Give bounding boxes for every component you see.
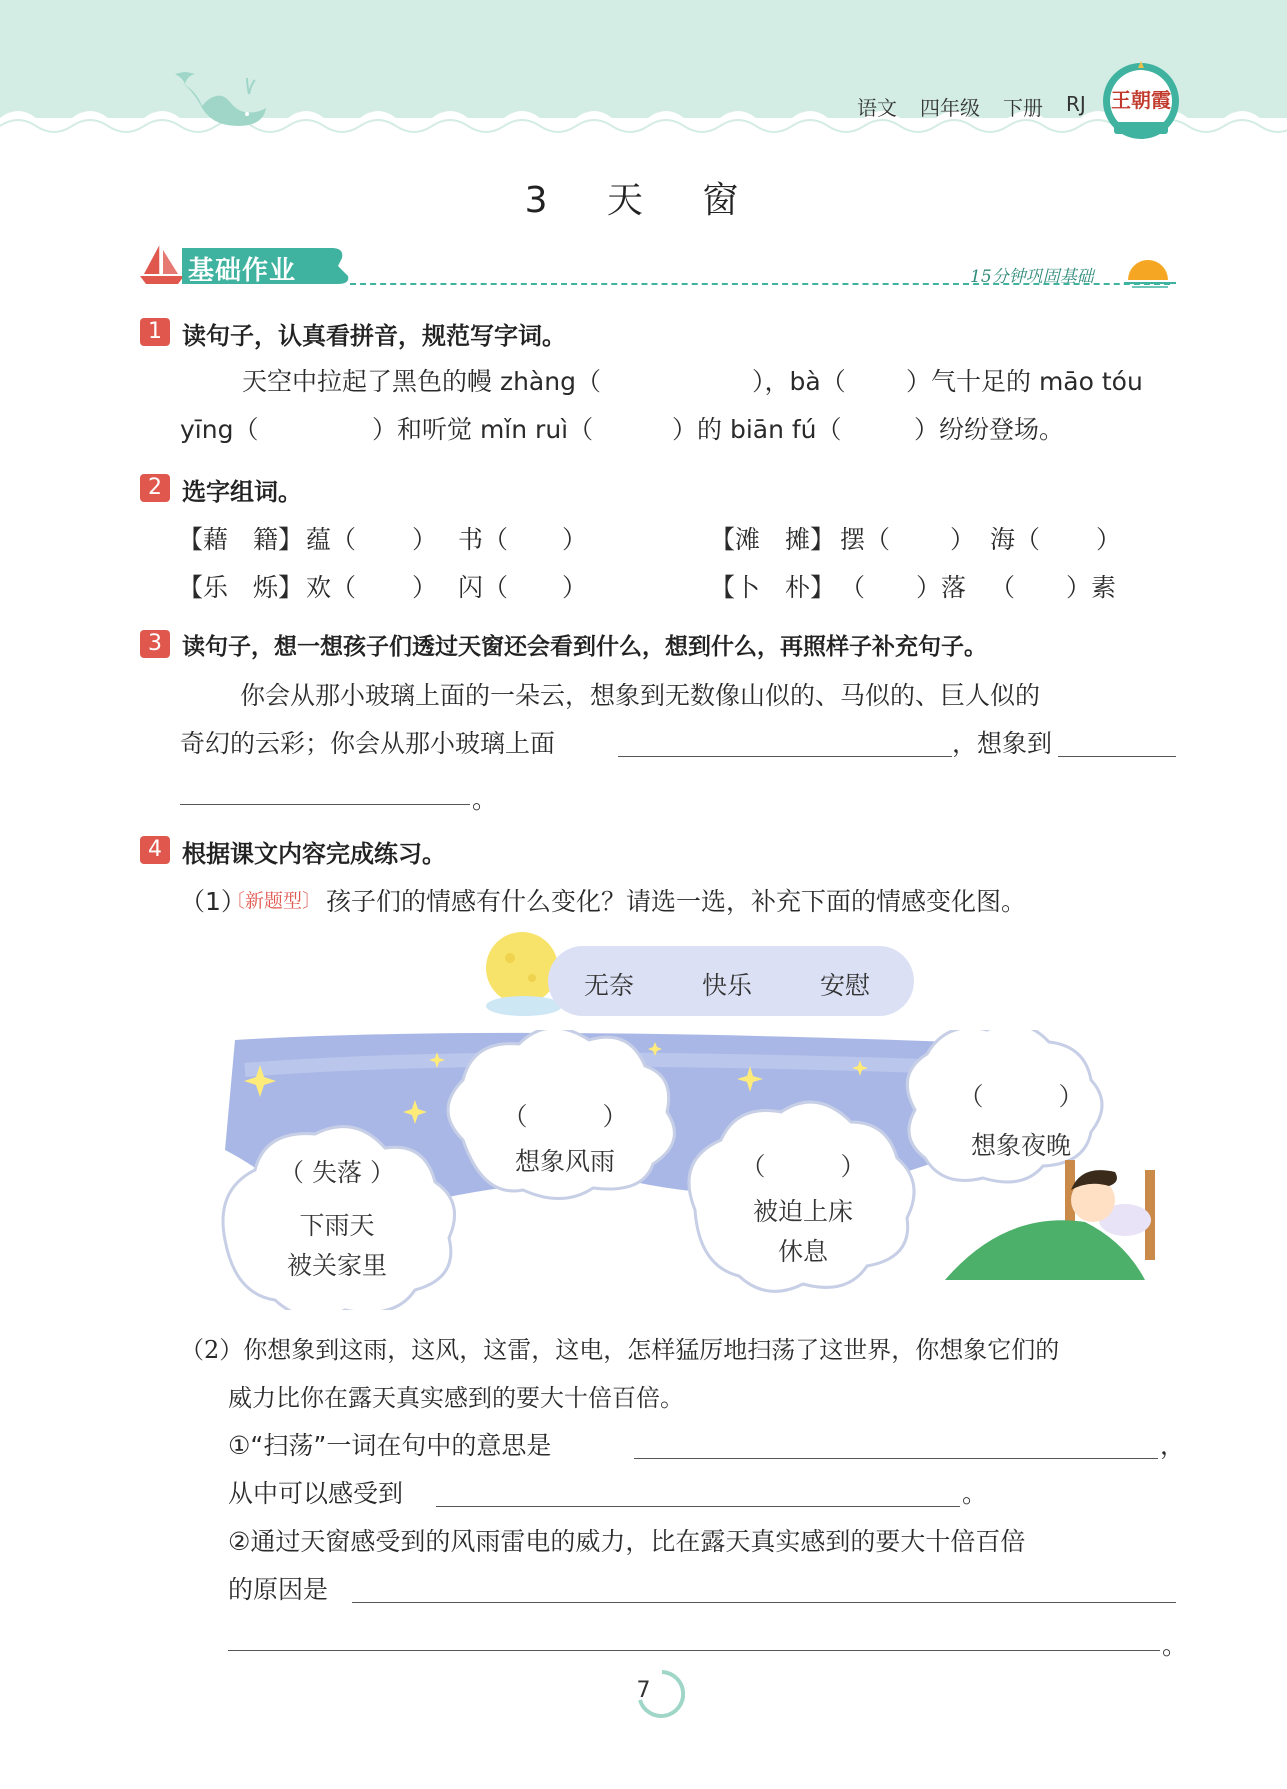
- q4-sub1-a: ①“扫荡”一词在句中的意思是: [228, 1431, 552, 1460]
- brand-logo-text: 王朝霞: [1111, 88, 1171, 112]
- q4-sub1-blank-1[interactable]: [634, 1458, 1158, 1459]
- emotion-option-2: 快乐: [702, 971, 753, 1000]
- q2-word-6: 闪（: [458, 573, 509, 602]
- q1-line2-a: yīng（: [180, 415, 259, 444]
- cloud-2-line1: 想象风雨: [514, 1147, 615, 1176]
- q3-blank-2[interactable]: [1058, 756, 1176, 757]
- q3-line2-b: ，想象到: [952, 729, 1053, 758]
- cloud-4-blank[interactable]: （ ）: [958, 1082, 1084, 1111]
- q1-line1-a: 天空中拉起了黑色的幔 zhàng（: [242, 367, 601, 396]
- sailboat-icon: [138, 240, 186, 288]
- q2-word-5-end: ）: [412, 573, 438, 602]
- q1-line1-b: ），bà（: [752, 367, 846, 396]
- q2-word-7: （: [840, 573, 866, 602]
- q1-line1-c: ）气十足的 māo tóu: [906, 367, 1143, 396]
- cloud-4-line1: 想象夜晚: [970, 1131, 1071, 1160]
- q2-word-6-end: ）: [562, 573, 588, 602]
- q4-p1-prefix: （1）: [180, 887, 246, 916]
- q4-p2-line1: （2）你想象到这雨，这风，这雷，这电，怎样猛厉地扫荡了这世界，你想象它们的: [180, 1336, 1060, 1364]
- header-edition: RJ: [1066, 92, 1086, 116]
- cloud-3-line1: 被迫上床: [752, 1197, 853, 1226]
- header-volume: 下册: [1003, 96, 1043, 120]
- q2-word-8-end: ）素: [1066, 573, 1117, 602]
- q3-blank-3[interactable]: [180, 804, 470, 805]
- q2-group-3: 【乐 烁】: [178, 573, 304, 602]
- q2-word-5: 欢（: [306, 573, 357, 602]
- q2-word-3-end: ）: [950, 525, 976, 554]
- q2-word-4-end: ）: [1096, 525, 1122, 554]
- cloud-1-line2: 被关家里: [286, 1251, 387, 1280]
- brand-logo: [1100, 60, 1182, 142]
- cloud-1-line1: 下雨天: [299, 1211, 375, 1240]
- q2-title: 选字组词。: [182, 478, 302, 506]
- header-subject: 语文: [857, 96, 897, 120]
- cloud-1-blank[interactable]: （ 失落 ）: [279, 1158, 395, 1187]
- q3-line1: 你会从那小玻璃上面的一朵云，想象到无数像山似的、马似的、巨人似的: [240, 681, 1041, 710]
- q1-title: 读句子，认真看拼音，规范写字词。: [182, 322, 566, 350]
- q2-group-2: 【滩 摊】: [710, 525, 836, 554]
- q2-word-8: （: [990, 573, 1016, 602]
- q4-sub2-end: 。: [1162, 1631, 1188, 1660]
- q2-word-1-end: ）: [412, 525, 438, 554]
- cloud-3-blank[interactable]: （ ）: [740, 1152, 866, 1181]
- q1-number: 1: [140, 318, 170, 346]
- page-title: 3 天 窗: [524, 180, 763, 221]
- q3-line2-a: 奇幻的云彩；你会从那小玻璃上面: [180, 729, 556, 758]
- section-note: 15分钟巩固基础: [970, 267, 1094, 287]
- header-grade: 四年级: [920, 96, 980, 120]
- q2-word-4: 海（: [990, 525, 1041, 554]
- q1-line2-b: ）和听觉 mǐn ruì（: [372, 415, 594, 444]
- q4-sub2-a: ②通过天窗感受到的风雨雷电的威力，比在露天真实感到的要大十倍百倍: [228, 1527, 1026, 1556]
- cloud-3-line2: 休息: [777, 1237, 828, 1266]
- q4-sub1-b-end: 。: [962, 1479, 988, 1508]
- q2-word-2-end: ）: [562, 525, 588, 554]
- sunrise-icon: [1122, 250, 1178, 290]
- q4-number: 4: [140, 836, 170, 864]
- q4-sub1-end: ，: [1160, 1431, 1186, 1460]
- emotion-option-3: 安慰: [820, 971, 871, 1000]
- q2-group-4: 【卜 朴】: [710, 573, 836, 602]
- q1-line2-d: ）纷纷登场。: [914, 415, 1065, 444]
- whale-icon: [175, 72, 275, 132]
- q4-sub2-b: 的原因是: [228, 1575, 329, 1604]
- q2-group-1: 【藉 籍】: [178, 525, 304, 554]
- q4-title: 根据课文内容完成练习。: [182, 840, 446, 868]
- emotion-option-1: 无奈: [584, 971, 635, 1000]
- cloud-2-blank[interactable]: （ ）: [502, 1102, 628, 1131]
- q4-sub2-blank-1[interactable]: [352, 1602, 1176, 1603]
- q2-word-2: 书（: [458, 525, 509, 554]
- q1-line2-c: ）的 biān fú（: [672, 415, 842, 444]
- q2-word-7-end: ）落: [916, 573, 967, 602]
- q4-p2-line2: 威力比你在露天真实感到的要大十倍百倍。: [228, 1384, 684, 1412]
- q3-number: 3: [140, 630, 170, 658]
- q2-word-3: 摆（: [840, 525, 891, 554]
- q4-p1-text: 孩子们的情感有什么变化？请选一选，补充下面的情感变化图。: [326, 887, 1027, 916]
- new-question-tag: 〔新题型〕: [226, 890, 322, 912]
- q4-sub1-blank-2[interactable]: [436, 1506, 960, 1507]
- q4-sub2-blank-2[interactable]: [228, 1650, 1160, 1651]
- q3-line3-end: 。: [472, 785, 498, 814]
- q4-sub1-b: 从中可以感受到: [228, 1479, 404, 1508]
- q3-title: 读句子，想一想孩子们透过天窗还会看到什么，想到什么，再照样子补充句子。: [182, 634, 987, 660]
- q2-word-1: 蕴（: [306, 525, 357, 554]
- section-label: 基础作业: [188, 256, 297, 286]
- page-number: 7: [636, 1678, 651, 1703]
- q3-blank-1[interactable]: [618, 756, 952, 757]
- q2-number: 2: [140, 474, 170, 502]
